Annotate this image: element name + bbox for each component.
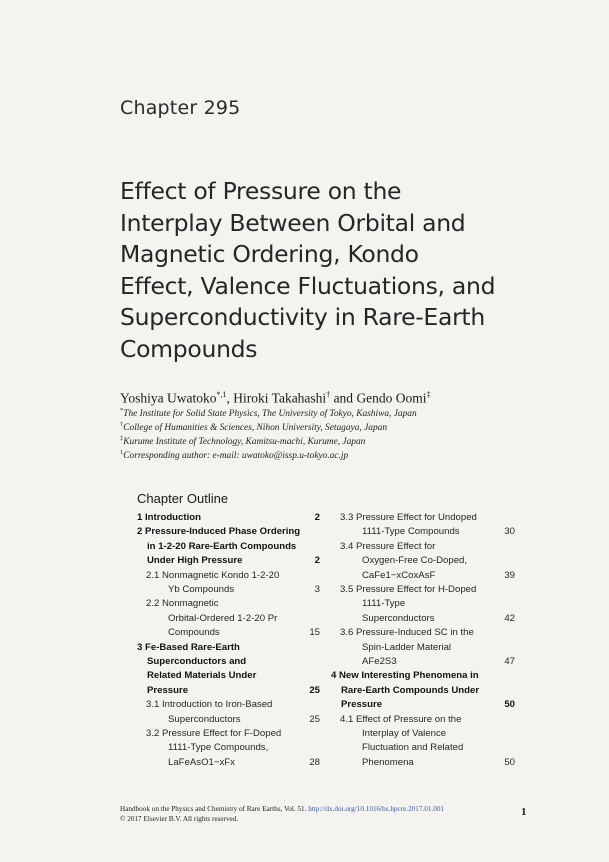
toc-page-number: 42 bbox=[504, 612, 515, 624]
toc-entry[interactable]: Rare-Earth Compounds Under bbox=[341, 684, 480, 696]
toc-entry[interactable]: Spin-Ladder Material bbox=[362, 641, 452, 653]
toc-page-number: 50 bbox=[504, 699, 515, 711]
title-line: Effect of Pressure on the bbox=[120, 177, 402, 205]
toc-entry[interactable]: AFe2S3 bbox=[362, 656, 397, 667]
toc-page-number: 2 bbox=[314, 555, 320, 567]
toc-page-number: 39 bbox=[504, 569, 515, 581]
toc-entry[interactable]: Compounds bbox=[168, 627, 220, 639]
toc-page-number: 30 bbox=[504, 526, 515, 538]
toc-entry[interactable]: CaFe1−xCoxAsF bbox=[362, 569, 436, 581]
title-line: Magnetic Ordering, Kondo bbox=[120, 240, 419, 268]
author-name: Gendo Oomi bbox=[356, 390, 427, 406]
author-name: Yoshiya Uwatoko bbox=[120, 390, 217, 406]
toc-entry[interactable]: 1 Introduction bbox=[137, 512, 201, 523]
toc-page-number: 3 bbox=[314, 584, 320, 595]
toc-page-number: 15 bbox=[309, 627, 320, 639]
author-separator: , bbox=[226, 390, 234, 406]
toc-page-number: 25 bbox=[309, 684, 320, 696]
toc-entry[interactable]: Oxygen-Free Co-Doped, bbox=[362, 555, 468, 567]
toc-page-number: 25 bbox=[309, 713, 320, 725]
author-name: Hiroki Takahashi bbox=[233, 390, 327, 406]
affiliation-mark: 1 bbox=[120, 449, 124, 456]
toc-entry[interactable]: 3.3 Pressure Effect for Undoped bbox=[340, 512, 477, 523]
affiliation-mark: * bbox=[120, 407, 124, 414]
author-mark: *,1 bbox=[216, 390, 227, 399]
page-number: 1 bbox=[521, 806, 527, 818]
affiliation-text: Corresponding author: e-mail: uwatoko@issp.u-tokyo.ac.jp bbox=[123, 451, 349, 462]
toc-page-number: 50 bbox=[504, 756, 515, 768]
toc-entry[interactable]: in 1-2-20 Rare-Earth Compounds bbox=[147, 540, 297, 552]
toc-entry[interactable]: 1111-Type bbox=[362, 598, 406, 610]
toc-entry[interactable]: 2.2 Nonmagnetic bbox=[146, 598, 219, 610]
toc-entry[interactable]: Superconductors bbox=[168, 713, 241, 725]
author-list bbox=[120, 390, 431, 407]
toc-entry[interactable]: 1111-Type Compounds, bbox=[168, 742, 269, 754]
affiliation bbox=[120, 421, 560, 433]
toc-entry[interactable]: Fluctuation and Related bbox=[362, 742, 464, 754]
footer bbox=[120, 804, 444, 824]
affiliation-text: College of Humanities & Sciences, Nihon University, Setagaya, Japan bbox=[123, 423, 388, 434]
author-separator: and bbox=[330, 390, 357, 406]
title-line: Superconductivity in Rare-Earth bbox=[120, 303, 485, 331]
toc-entry[interactable]: Superconductors bbox=[362, 612, 435, 624]
title-line: Effect, Valence Fluctuations, and bbox=[120, 271, 496, 300]
toc-entry[interactable]: 3.4 Pressure Effect for bbox=[340, 540, 436, 552]
toc-entry[interactable]: LaFeAsO1−xFx bbox=[168, 756, 235, 768]
toc-entry[interactable]: Phenomena bbox=[362, 756, 414, 768]
toc-entry[interactable]: 3.5 Pressure Effect for H-Doped bbox=[340, 584, 477, 595]
affiliation-mark: † bbox=[120, 421, 124, 428]
toc-entry[interactable]: Related Materials Under bbox=[147, 670, 257, 682]
toc-entry[interactable]: 1111-Type Compounds bbox=[362, 526, 460, 538]
toc-entry[interactable]: 2.1 Nonmagnetic Kondo 1-2-20 bbox=[146, 569, 280, 581]
toc-entry[interactable]: Orbital-Ordered 1-2-20 Pr bbox=[168, 612, 278, 624]
toc-entry[interactable]: 4.1 Effect of Pressure on the bbox=[340, 713, 462, 725]
chapter-label: Chapter 295 bbox=[120, 97, 241, 119]
corresponding-author bbox=[120, 449, 560, 461]
toc-entry[interactable]: 3.1 Introduction to Iron-Based bbox=[146, 699, 273, 711]
toc-entry[interactable]: 2 Pressure-Induced Phase Ordering bbox=[137, 526, 301, 538]
doi-link[interactable]: http://dx.doi.org/10.1016/bs.hpcre.2017.01.001 bbox=[308, 805, 445, 813]
toc-entry[interactable]: 3.6 Pressure-Induced SC in the bbox=[340, 627, 474, 639]
affiliation bbox=[120, 435, 560, 447]
toc-entry[interactable]: Superconductors and bbox=[147, 656, 247, 667]
toc-entry[interactable]: 4 New Interesting Phenomena in bbox=[331, 670, 479, 682]
toc-entry[interactable]: Under High Pressure bbox=[147, 555, 243, 567]
toc-page-number: 47 bbox=[504, 656, 515, 667]
affiliation-mark: ‡ bbox=[120, 435, 124, 442]
title-line: Interplay Between Orbital and bbox=[120, 208, 466, 237]
affiliation bbox=[120, 407, 560, 419]
title-line: Compounds bbox=[120, 334, 258, 363]
toc-entry[interactable]: 3 Fe-Based Rare-Earth bbox=[137, 641, 240, 653]
toc-entry[interactable]: Pressure bbox=[147, 684, 189, 696]
outline-title: Chapter Outline bbox=[137, 491, 229, 506]
affiliation-text: The Institute for Solid State Physics, The University of Tokyo, Kashiwa, Japan bbox=[123, 409, 417, 420]
toc-page-number: 2 bbox=[314, 512, 320, 523]
author-mark: † bbox=[326, 390, 331, 399]
toc-page-number: 28 bbox=[309, 756, 320, 768]
chapter-title bbox=[120, 176, 560, 365]
toc-entry[interactable]: Yb Compounds bbox=[168, 584, 235, 595]
footer-citation: Handbook on the Physics and Chemistry of Rare Earths, Vol. 51. bbox=[120, 805, 309, 813]
footer-copyright: © 2017 Elsevier B.V. All rights reserved. bbox=[120, 815, 239, 823]
toc-entry[interactable]: 3.2 Pressure Effect for F-Doped bbox=[146, 728, 282, 739]
toc-entry[interactable]: Interplay of Valence bbox=[362, 728, 447, 739]
affiliation-text: Kurume Institute of Technology, Kamitsu-machi, Kurume, Japan bbox=[123, 437, 366, 448]
author-mark: ‡ bbox=[426, 390, 431, 399]
toc-entry[interactable]: Pressure bbox=[341, 699, 383, 711]
